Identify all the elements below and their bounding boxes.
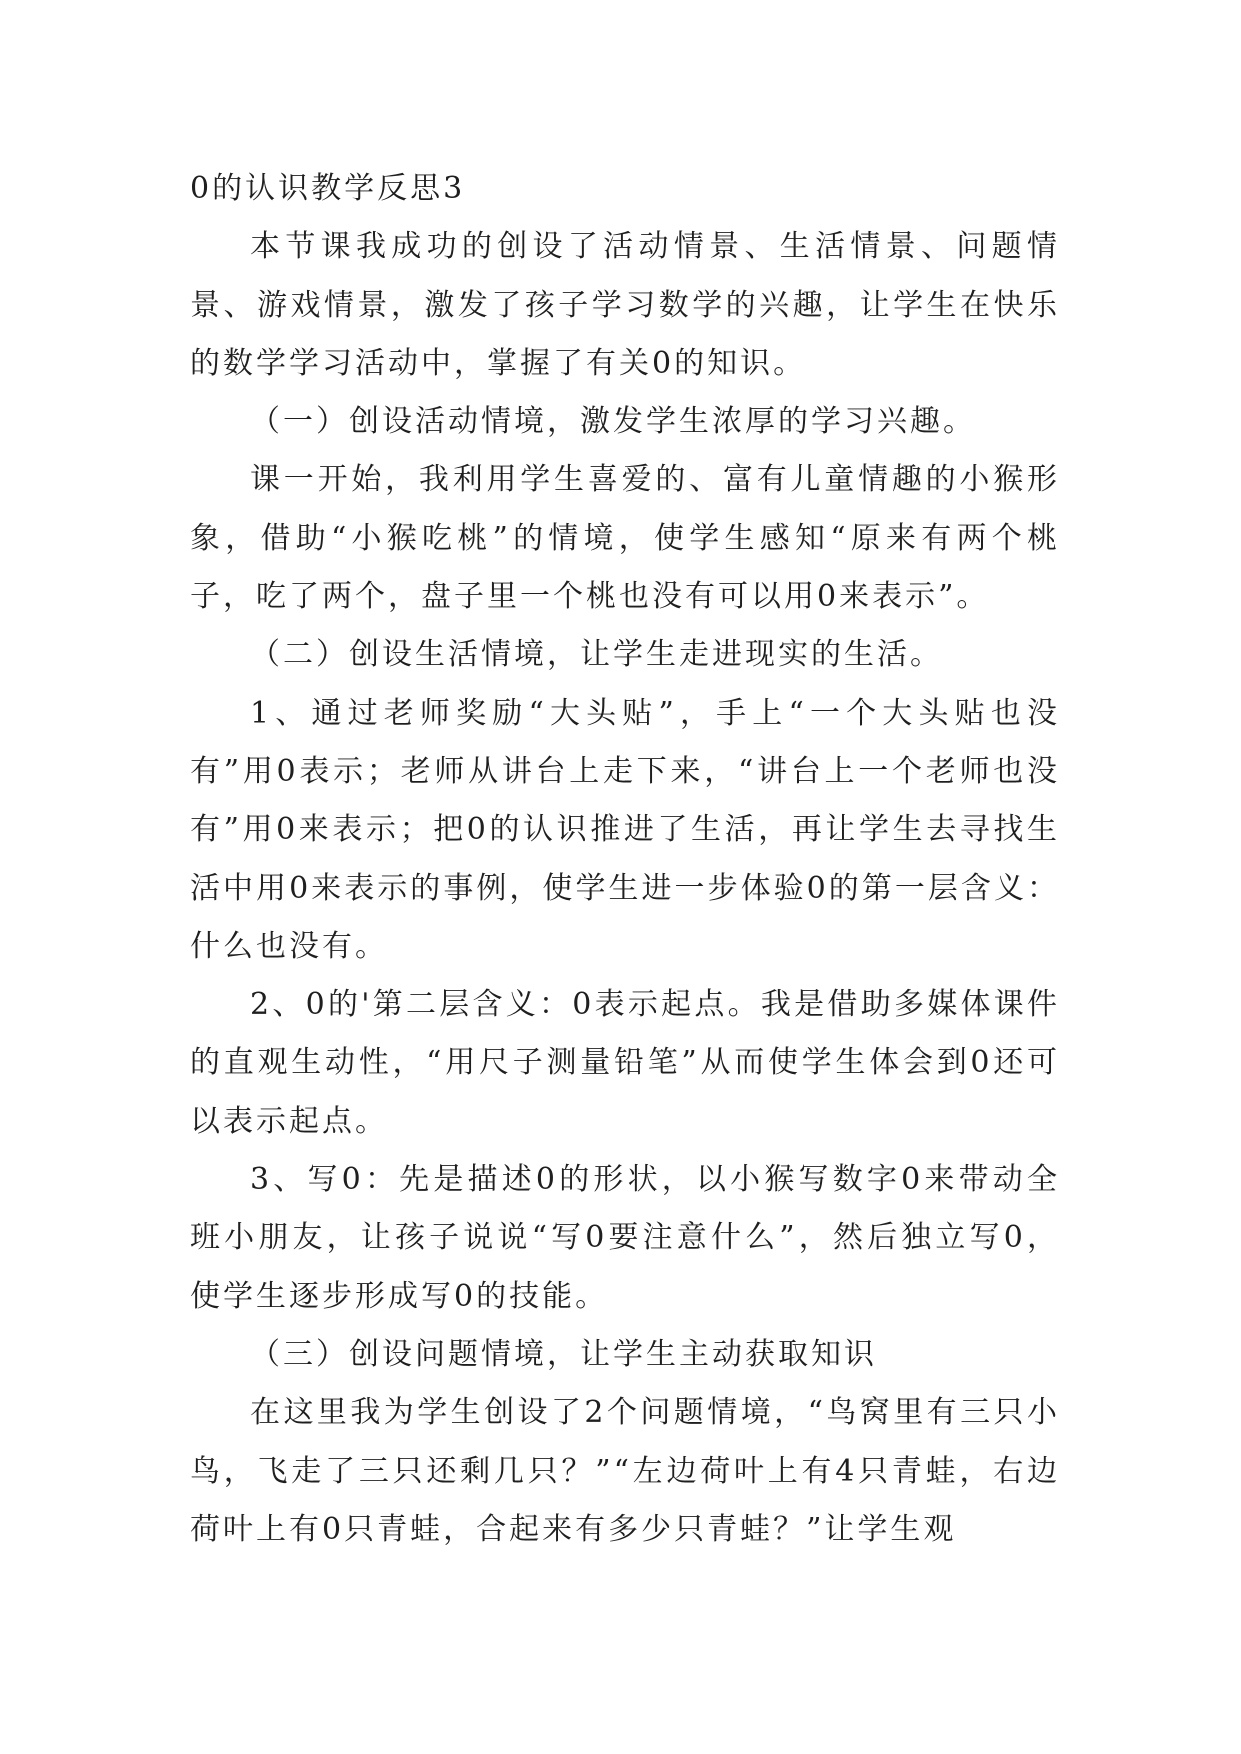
paragraph-intro: 本节课我成功的创设了活动情景、生活情景、问题情景、游戏情景，激发了孩子学习数学的兴趣，让学生在快乐的数学学习活动中，掌握了有关0的知识。 <box>190 229 1060 381</box>
document-title: 0的认识教学反思3 <box>190 171 466 206</box>
paragraph-monkey-story: 课一开始，我利用学生喜爱的、富有儿童情趣的小猴形象，借助“小猴吃桃”的情境，使学生感知“原来有两个桃子，吃了两个，盘子里一个桃也没有可以用0来表示”。 <box>190 462 1060 615</box>
paragraph-point-2: 2、0的'第二层含义：0表示起点。我是借助多媒体课件的直观生动性，“用尺子测量铅笔”从而使学生体会到0还可以表示起点。 <box>190 987 1060 1139</box>
section-heading-3: （三）创设问题情境，让学生主动获取知识 <box>250 1336 877 1372</box>
paragraph-problem-situation: 在这里我为学生创设了2个问题情境，“鸟窝里有三只小鸟，飞走了三只还剩几只？”“左边荷叶上有4只青蛙，右边荷叶上有0只青蛙，合起来有多少只青蛙？”让学生观 <box>190 1395 1060 1547</box>
document-page <box>190 160 1060 1559</box>
paragraph-point-3: 3、写0：先是描述0的形状，以小猴写数字0来带动全班小朋友，让孩子说说“写0要注意什么”，然后独立写0，使学生逐步形成写0的技能。 <box>190 1162 1060 1314</box>
section-heading-2: （二）创设生活情境，让学生走进现实的生活。 <box>250 637 943 673</box>
section-heading-1: （一）创设活动情境，激发学生浓厚的学习兴趣。 <box>250 404 976 440</box>
paragraph-point-1: 1、通过老师奖励“大头贴”，手上“一个大头贴也没有”用0表示；老师从讲台上走下来，“讲台上一个老师也没有”用0来表示；把0的认识推进了生活，再让学生去寻找生活中用0来表示的事例，使学生进一步体验0的第一层含义：什么也没有。 <box>190 695 1060 964</box>
